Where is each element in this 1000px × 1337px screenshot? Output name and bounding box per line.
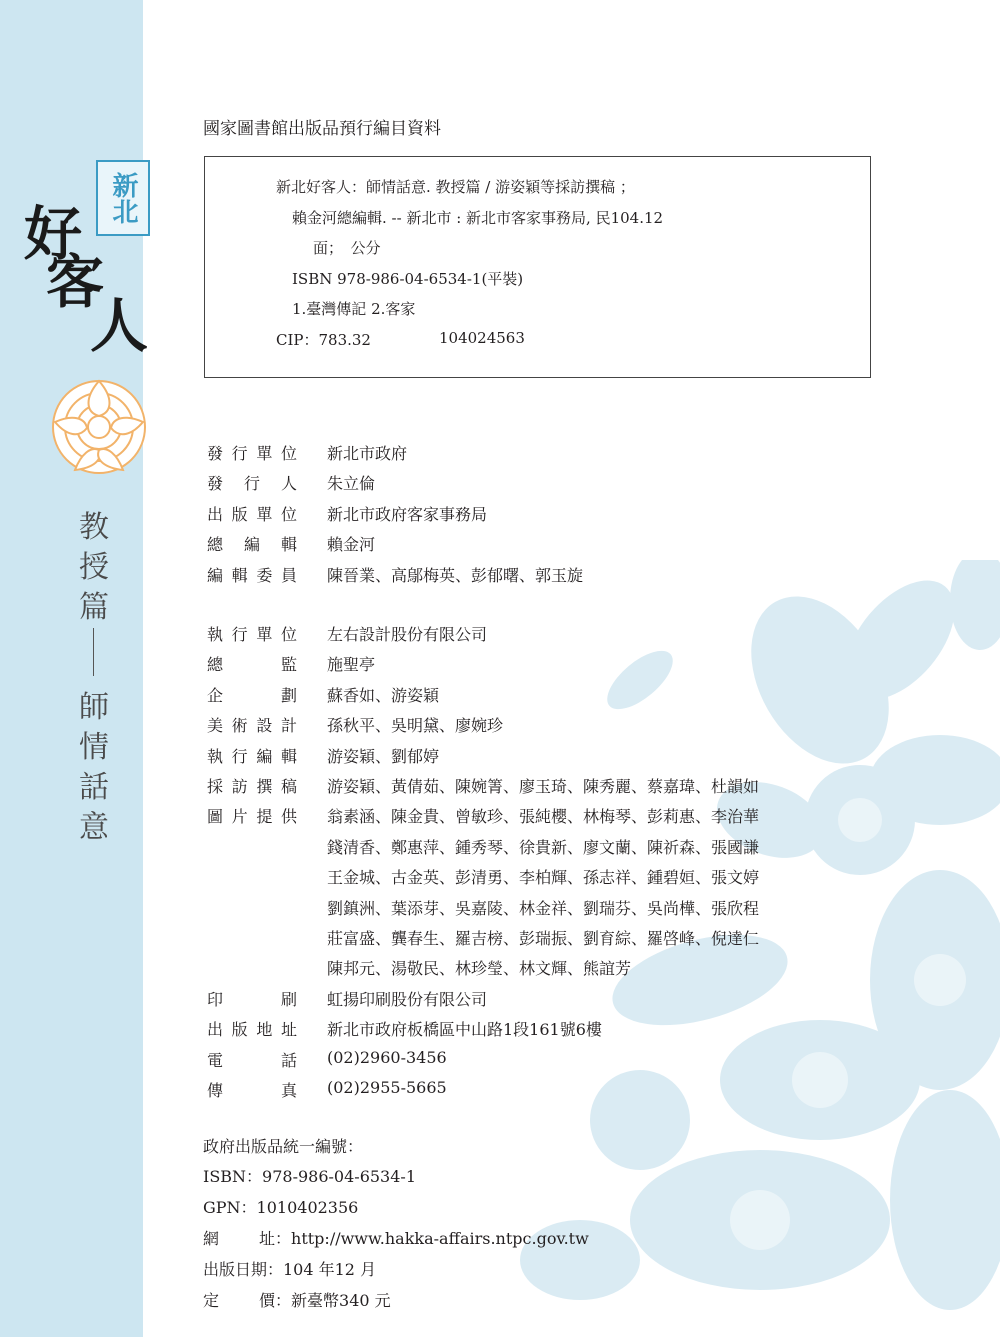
credit-label-char: 行 xyxy=(231,625,248,644)
credit-label xyxy=(207,1048,297,1071)
credit-value: 游姿穎、劉郁婷 xyxy=(327,746,440,766)
credit-label-char: 監 xyxy=(280,655,297,675)
credit-value: 新北市政府 xyxy=(327,444,408,463)
credit-value: 陳晉業、高鄔梅英、彭郁曙、郭玉旋 xyxy=(327,565,584,585)
cip-line: ISBN 978-986-04-6534-1(平裝) xyxy=(292,270,524,288)
credit-label xyxy=(207,987,297,1010)
credit-value: 游姿穎、黃倩茹、陳婉箐、廖玉琦、陳秀麗、蔡嘉瑋、杜韻如 xyxy=(327,777,760,796)
credit-label-char: 撰 xyxy=(256,777,273,796)
cip-classification: CIP：783.32 xyxy=(276,331,371,349)
credit-label xyxy=(207,744,297,767)
date-line: 出版日期：104 年12 月 xyxy=(203,1260,377,1279)
credit-label-char: 行 xyxy=(243,474,260,494)
credit-value: (02)2960-3456 xyxy=(327,1047,447,1067)
credit-label-char: 出 xyxy=(207,1020,224,1040)
vertical-title-part2 xyxy=(74,688,114,848)
credit-label xyxy=(207,441,297,464)
credit-label-char: 電 xyxy=(207,1050,224,1070)
credit-value: 賴金河 xyxy=(327,535,376,555)
credit-label-char: 編 xyxy=(243,535,260,555)
price-label-a: 定 xyxy=(203,1291,220,1310)
credit-value: 施聖亭 xyxy=(327,655,376,675)
credit-label xyxy=(207,683,297,706)
credit-value: 莊富盛、龔春生、羅吉榜、彭瑞振、劉育綜、羅啓峰、倪達仁 xyxy=(327,929,760,948)
credit-label-char: 委 xyxy=(256,565,273,585)
credit-label-char: 稿 xyxy=(280,777,297,796)
isbn-line: ISBN：978-986-04-6534-1 xyxy=(203,1167,417,1186)
credit-value: 孫秋平、吳明黛、廖婉珍 xyxy=(327,716,504,736)
url-line xyxy=(203,1226,589,1249)
credit-label-char: 出 xyxy=(207,504,224,524)
vertical-title-char: 意 xyxy=(79,810,109,845)
credit-label-char: 地 xyxy=(256,1020,273,1040)
credit-label-char: 採 xyxy=(207,777,224,796)
credit-label-char: 訪 xyxy=(231,777,248,796)
credit-label xyxy=(207,563,297,586)
credit-value: 劉鎮洲、葉添芽、吳嘉陵、林金祥、劉瑞芬、吳尚樺、張欣程 xyxy=(327,898,760,918)
credit-label-char: 輯 xyxy=(280,746,297,766)
credit-label-char: 行 xyxy=(231,444,248,463)
credit-label-char: 傳 xyxy=(207,1081,224,1100)
price-value: 價：新臺幣340 元 xyxy=(259,1291,391,1310)
credit-label-char: 劃 xyxy=(280,685,297,705)
credit-label-char: 版 xyxy=(231,504,248,524)
credit-label-char: 單 xyxy=(256,625,273,644)
credit-label-char: 總 xyxy=(207,655,224,675)
credit-label xyxy=(207,713,297,736)
gpn-line: GPN：1010402356 xyxy=(203,1198,359,1217)
credit-label xyxy=(207,502,297,525)
credit-label xyxy=(207,804,297,827)
credit-label-char: 企 xyxy=(207,685,224,705)
credit-label xyxy=(207,471,297,494)
credit-label-char: 編 xyxy=(256,746,273,766)
logo-char: 人 xyxy=(90,292,149,360)
vertical-title-char: 授 xyxy=(79,550,109,585)
credit-label-char: 術 xyxy=(231,716,248,736)
logo-char: 客 xyxy=(46,248,105,316)
credit-label-char: 輯 xyxy=(280,535,297,555)
credit-value: 蘇香如、游姿穎 xyxy=(327,685,440,705)
credit-label-char: 址 xyxy=(280,1020,297,1040)
credit-label-char: 發 xyxy=(207,474,224,494)
credit-label-char: 位 xyxy=(280,504,297,524)
cip-number: 104024563 xyxy=(439,329,525,347)
credit-label-char: 單 xyxy=(256,504,273,524)
credit-label-char: 行 xyxy=(231,746,248,766)
credit-label xyxy=(207,1078,297,1101)
credit-label-char: 執 xyxy=(207,625,224,644)
credit-label-char: 真 xyxy=(280,1081,297,1100)
cip-line: 面； 公分 xyxy=(313,239,381,257)
vertical-title-dash xyxy=(93,628,94,676)
credit-value: 左右設計股份有限公司 xyxy=(327,625,488,644)
credit-label-char: 輯 xyxy=(231,565,248,585)
credit-label-char: 提 xyxy=(256,807,273,827)
credit-label-char: 員 xyxy=(280,565,297,585)
cip-line: 1.臺灣傳記 2.客家 xyxy=(292,300,416,318)
credit-value: 朱立倫 xyxy=(327,474,376,494)
cip-line: 新北好客人：師情話意. 教授篇 / 游姿穎等採訪撰稿 ； xyxy=(276,178,635,196)
credit-label-char: 設 xyxy=(256,716,273,736)
credit-label-char: 美 xyxy=(207,716,224,736)
credit-label xyxy=(207,652,297,675)
credit-label xyxy=(207,1017,297,1040)
logo-char: 好 xyxy=(24,200,83,268)
credit-label xyxy=(207,774,297,797)
credit-label-char: 印 xyxy=(207,989,224,1009)
logo-hao-ke-ren xyxy=(24,200,154,365)
credit-value: 陳邦元、湯敬民、林珍瑩、林文輝、熊誼芳 xyxy=(327,959,632,979)
credit-label-char: 位 xyxy=(280,625,297,644)
credit-label-char: 執 xyxy=(207,746,224,766)
credit-label-char: 編 xyxy=(207,565,224,585)
url-value: 址：http://www.hakka-affairs.ntpc.gov.tw xyxy=(259,1229,589,1248)
credit-label-char: 發 xyxy=(207,444,224,463)
url-label-a: 網 xyxy=(203,1229,220,1248)
credit-value: 錢清香、鄭惠萍、鍾秀琴、徐貴新、廖文蘭、陳祈森、張國謙 xyxy=(327,837,760,857)
vertical-title-char: 教 xyxy=(79,510,109,545)
credit-label-char: 總 xyxy=(207,535,224,555)
vertical-title-char: 情 xyxy=(79,730,109,765)
cip-line: 賴金河總編輯. -- 新北市 : 新北市客家事務局, 民104.12 xyxy=(292,209,664,227)
page-title: 國家圖書館出版品預行編目資料 xyxy=(203,119,441,139)
credit-label-char: 計 xyxy=(280,716,297,736)
vertical-title-part1 xyxy=(74,508,114,628)
credit-label-char: 版 xyxy=(231,1020,248,1040)
credit-label-char: 片 xyxy=(231,807,248,827)
credit-label xyxy=(207,622,297,645)
credit-label xyxy=(207,532,297,555)
cip-record-box xyxy=(204,156,871,378)
credit-value: 虹揚印刷股份有限公司 xyxy=(327,989,488,1009)
credit-label-char: 刷 xyxy=(280,989,297,1009)
price-line xyxy=(203,1288,391,1311)
credit-label-char: 圖 xyxy=(207,807,224,827)
credit-label-char: 供 xyxy=(280,807,297,827)
credit-label-char: 位 xyxy=(280,444,297,463)
logo-xinbei-badge: 新北 xyxy=(96,160,150,236)
credit-value: 王金城、古金英、彭清勇、李柏輝、孫志祥、鍾碧姮、張文婷 xyxy=(327,868,760,888)
credit-value: 翁素涵、陳金貴、曾敏珍、張純櫻、林梅琴、彭莉惠、李治華 xyxy=(327,807,760,827)
credit-value: 新北市政府客家事務局 xyxy=(327,504,488,524)
credit-label-char: 人 xyxy=(280,474,297,494)
vertical-title-char: 話 xyxy=(79,770,109,805)
credit-label-char: 單 xyxy=(256,444,273,463)
gpn-header: 政府出版品統一編號： xyxy=(203,1137,364,1156)
vertical-title-char: 師 xyxy=(79,690,109,725)
credit-value: (02)2955-5665 xyxy=(327,1078,447,1097)
credit-value: 新北市政府板橋區中山路1段161號6樓 xyxy=(327,1020,602,1040)
vertical-title-char: 篇 xyxy=(79,590,109,625)
flower-icon xyxy=(45,362,153,492)
credit-label-char: 話 xyxy=(280,1050,297,1070)
